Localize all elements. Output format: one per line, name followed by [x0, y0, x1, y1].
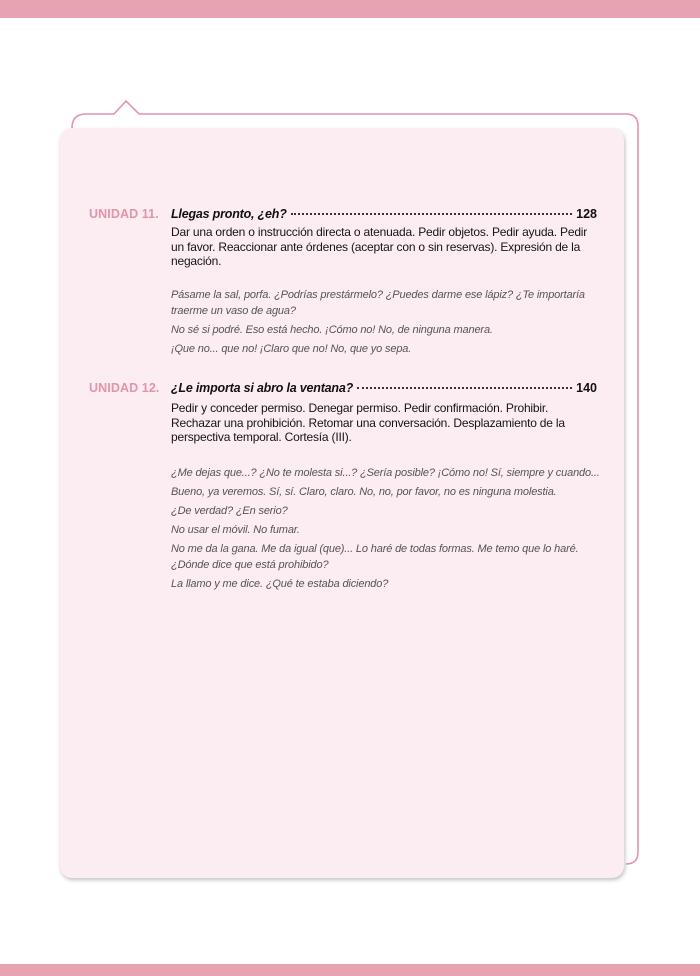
dot-leader	[291, 213, 572, 215]
example-line: Pásame la sal, porfa. ¿Podrías prestármelo? ¿Puedes darme ese lápiz? ¿Te importaría traerme un vaso de agua?	[171, 289, 585, 317]
unit-summary: Pedir y conceder permiso. Denegar permiso. Pedir confirmación. Prohibir. Rechazar una prohibición. Retomar una conversación. Desplazamiento de la perspectiva temporal. Cortesía (III).	[171, 401, 565, 444]
example-phrases	[171, 286, 601, 359]
unit-heading	[0, 207, 700, 225]
toc-title-line	[171, 207, 597, 221]
example-line: Bueno, ya veremos. Sí, sí. Claro, claro. No, no, por favor, no es ninguna molestia.	[171, 486, 557, 498]
unit-heading	[0, 381, 700, 399]
unit-entry-11	[0, 207, 700, 225]
page-number: 140	[576, 381, 597, 395]
unit-number-label: UNIDAD 12.	[89, 381, 160, 395]
unit-entry-12	[0, 381, 700, 399]
bottom-color-band	[0, 964, 700, 976]
example-line: No sé si podré. Eso está hecho. ¡Cómo no! No, de ninguna manera.	[171, 324, 493, 336]
example-line: La llamo y me dice. ¿Qué te estaba diciendo?	[171, 578, 389, 590]
example-line: No usar el móvil. No fumar.	[171, 524, 300, 536]
unit-number-label: UNIDAD 11.	[89, 207, 159, 221]
page-number: 128	[576, 207, 597, 221]
toc-title-line	[171, 381, 597, 395]
example-line: No me da la gana. Me da igual (que)... Lo haré de todas formas. Me temo que lo haré. ¿Dónde dice que está prohibido?	[171, 543, 579, 571]
top-color-band	[0, 0, 700, 18]
example-phrases	[171, 464, 601, 594]
example-line: ¿Me dejas que...? ¿No te molesta si...? ¿Sería posible? ¡Cómo no! Sí, siempre y cuando...	[171, 467, 600, 479]
unit-title: Llegas pronto, ¿eh?	[171, 207, 287, 221]
unit-title: ¿Le importa si abro la ventana?	[171, 381, 354, 395]
dot-leader	[357, 387, 572, 389]
example-line: ¡Que no... que no! ¡Claro que no! No, que yo sepa.	[171, 343, 412, 355]
example-line: ¿De verdad? ¿En serio?	[171, 505, 288, 517]
unit-summary: Dar una orden o instrucción directa o atenuada. Pedir objetos. Pedir ayuda. Pedir un favor. Reaccionar ante órdenes (aceptar con o sin reservas). Expresión de la negación.	[171, 225, 588, 268]
